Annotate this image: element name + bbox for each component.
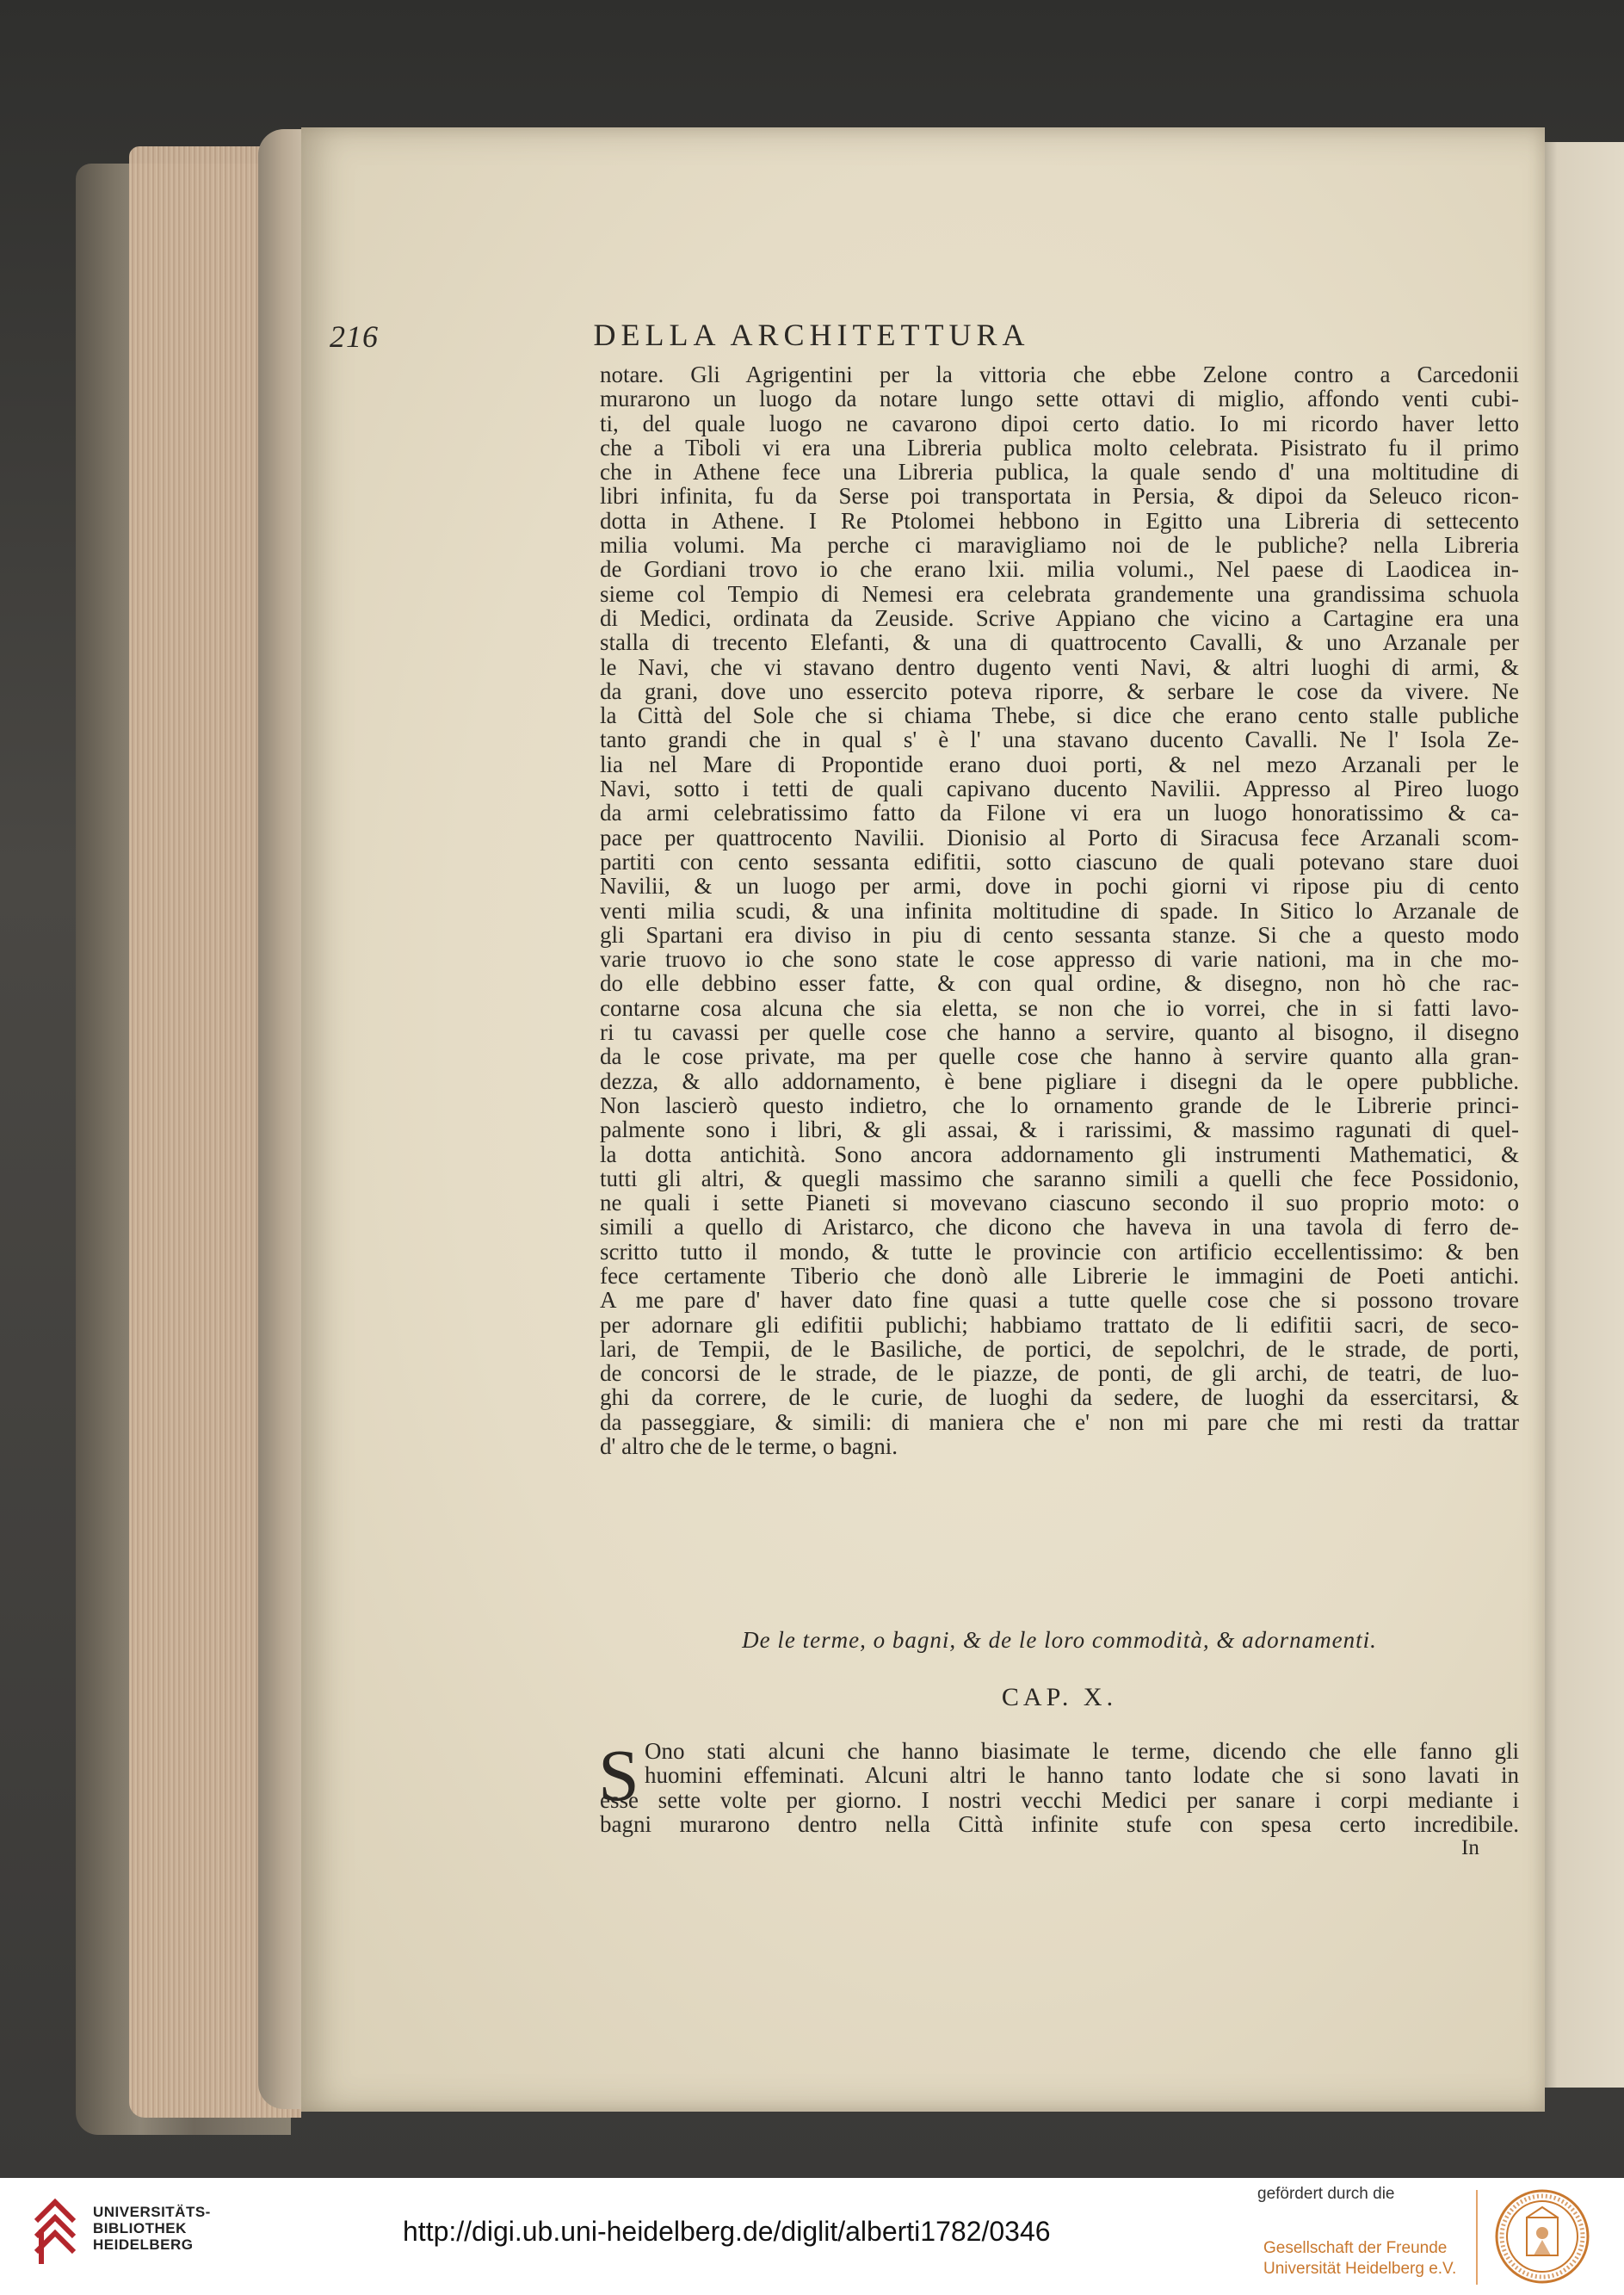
library-name-line: HEIDELBERG — [93, 2236, 194, 2253]
running-head — [330, 317, 1294, 360]
text-line: Navilii, & un luogo per armi, dove in pochi giorni vi ripose piu di cento — [600, 873, 1519, 900]
section-subheading: De le terme, o bagni, & de le loro commodità, & adornamenti. — [742, 1627, 1377, 1653]
text-line: che a Tiboli vi era una Libreria publica molto celebrata. Pisistrato fu il primo — [600, 434, 1519, 461]
library-name-line: BIBLIOTHEK — [93, 2220, 187, 2236]
text-line: murarono un luogo da notare lungo sette ottavi di miglio, affondo venti cubi- — [600, 386, 1519, 412]
text-line: de Gordiani trovo io che erano lxii. milia volumi., Nel paese di Laodicea in- — [600, 556, 1519, 583]
text-line: tanto grandi che in qual s' è l' una stavano ducento Cavalli. Ne l' Isola Ze- — [600, 727, 1519, 753]
chapter-line: esse sette volte per giorno. I nostri vecchi Medici per sanare i corpi mediante i — [600, 1786, 1519, 1813]
text-line: da armi celebratissimo fatto da Filone vi era un luogo honoratissimo & ca- — [600, 800, 1519, 826]
text-line: libri infinita, fu da Serse poi transportata in Persia, & dipoi da Seleuco ricon- — [600, 483, 1519, 510]
text-line: Non lascierò questo indietro, che lo ornamento grande de le Librerie princi- — [600, 1092, 1519, 1118]
text-line: che in Athene fece una Libreria publica, la quale sendo d' una moltitudine di — [600, 459, 1519, 486]
library-logo-icon — [29, 2195, 86, 2269]
text-line: scritto tutto il mondo, & tutte le provincie con artificio eccellentissimo: & ben — [600, 1238, 1519, 1265]
text-line: d' altro che de le terme, o bagni. — [600, 1433, 898, 1460]
body-text — [600, 362, 1519, 1458]
text-line: sieme col Tempio di Nemesi era celebrata grandemente una grandissima schuola — [600, 580, 1519, 607]
text-line: la Città del Sole che si chiama Thebe, si dice che erano cento stalle publiche — [600, 702, 1519, 729]
library-name — [93, 2204, 211, 2253]
text-line: le Navi, che vi stavano dentro dugento venti Navi, & altri luoghi di armi, & — [600, 653, 1519, 680]
chapter-heading: CAP. X. — [1001, 1683, 1118, 1711]
chapter-line: huomini effeminati. Alcuni altri le hanno tanto lodate che si sono lavati in — [645, 1762, 1519, 1789]
text-line: A me pare d' haver dato fine quasi a tutte quelle cose che si possono trovare — [600, 1287, 1519, 1314]
text-line: contarne cosa alcuna che sia eletta, se non che io vorrei, che in si fatti lavo- — [600, 994, 1519, 1021]
text-line: fece certamente Tiberio che donò alle Librerie le immagini de Poeti antichi. — [600, 1262, 1519, 1289]
text-line: simili a quello di Aristarco, che dicono che haveva in una tavola di ferro de- — [600, 1214, 1519, 1240]
text-line: gli Spartani era diviso in piu di cento sessanta stanze. Si che a questo modo — [600, 921, 1519, 948]
catchword: In — [1461, 1836, 1479, 1859]
running-title: DELLA ARCHITETTURA — [593, 318, 1030, 352]
text-line: do elle debbino esser fatte, & con qual ordine, & disegno, non hò che rac- — [600, 970, 1519, 997]
text-line: notare. Gli Agrigentini per la vittoria che ebbe Zelone contro a Carcedonii — [600, 362, 1519, 387]
text-line: varie truovo io che sono state le cose appresso di varie nationi, ma in che mo- — [600, 946, 1519, 973]
text-line: partiti con cento sessanta edifitii, sotto ciascuno de quali potevano stare duoi — [600, 848, 1519, 875]
text-line: da le cose private, ma per quelle cose che hanno à servire quanto alla gran- — [600, 1043, 1519, 1070]
chapter-line: bagni murarono dentro nella Città infinite stufe con spesa certo incredibile. — [600, 1810, 1519, 1837]
text-line: palmente sono i libri, & gli assai, & i rarissimi, & massimo ragunati di quel- — [600, 1117, 1519, 1143]
text-line: lia nel Mare di Propontide erano duoi porti, & nel mezo Arzanali per le — [600, 751, 1519, 777]
permalink-url[interactable]: http://digi.ub.uni-heidelberg.de/diglit/alberti1782/0346 — [403, 2216, 1051, 2247]
text-line: di Medici, ordinata da Zeuside. Scrive Appiano che vicino a Cartagine era una — [600, 604, 1519, 631]
footer-bar — [0, 2178, 1624, 2295]
text-line: ne quali i sette Pianeti si movevano ciascuno secondo il suo proprio moto: o — [600, 1190, 1519, 1216]
page-number: 216 — [330, 319, 379, 354]
text-line: ghi da correre, de le curie, de luoghi da sedere, de luoghi da essercitarsi, & — [600, 1384, 1519, 1411]
text-line: ti, del quale luogo ne cavarono dipoi certo datio. Io mi ricordo haver letto — [600, 410, 1519, 436]
text-line: stalla di trecento Elefanti, & una di quattrocento Cavalli, & uno Arzanale per — [600, 629, 1519, 656]
text-line: per adornare gli edifitii publichi; habbiamo trattato de li edifitii sacri, de seco- — [600, 1311, 1519, 1338]
sponsor-line: Universität Heidelberg e.V. — [1263, 2260, 1457, 2278]
chapter-line: Ono stati alcuni che hanno biasimate le terme, dicendo che elle fanno gli — [645, 1738, 1519, 1764]
sponsor-line: Gesellschaft der Freunde — [1263, 2239, 1448, 2257]
text-line: de concorsi de le strade, de le piazze, de ponti, de gli archi, de teatri, de luo- — [600, 1360, 1519, 1387]
text-line: venti milia scudi, & una infinita moltitudine di spade. In Sitico lo Arzanale de — [600, 897, 1519, 924]
text-line: dezza, & allo addornamento, è bene pigliare i disegni da le opere pubbliche. — [600, 1067, 1519, 1094]
text-line: pace per quattrocento Navilii. Dionisio al Porto di Siracusa fece Arzanali scom- — [600, 824, 1519, 851]
text-line: tutti gli altri, & quegli massimo che saranno simili a quelli che fece Possidonio, — [600, 1165, 1519, 1191]
text-line: la dotta antichità. Sono ancora addornamento gli instrumenti Mathematici, & — [600, 1141, 1519, 1167]
university-seal-icon — [1494, 2188, 1590, 2285]
facing-page-edge — [1541, 142, 1624, 2088]
sponsor-name[interactable] — [1263, 2238, 1456, 2280]
text-line: da passeggiare, & simili: di maniera che e' non mi pare che mi resti da trattar — [600, 1408, 1519, 1435]
text-line: lari, de Tempii, de le Basiliche, de portici, de sepolchri, de le strade, de porti, — [600, 1335, 1519, 1362]
text-line: Navi, sotto i tetti de quali capivano ducento Navilii. Appresso al Pireo luogo — [600, 776, 1519, 802]
chapter-text — [598, 1734, 1519, 1837]
funded-by-label: gefördert durch die — [1257, 2185, 1395, 2203]
library-name-line: UNIVERSITÄTS- — [93, 2204, 211, 2220]
text-line: dotta in Athene. I Re Ptolomei hebbono in Egitto una Libreria di settecento — [600, 507, 1519, 534]
text-line: milia volumi. Ma perche ci maravigliamo noi de le publiche? nella Libreria — [600, 532, 1519, 559]
footer-divider — [1476, 2190, 1478, 2285]
text-line: da grani, dove uno essercito poteva riporre, & serbare le cose da vivere. Ne — [600, 677, 1519, 704]
drop-cap: S — [598, 1734, 639, 1816]
text-line: ri tu cavassi per quelle cose che hanno a servire, quanto al bisogno, il disegno — [600, 1019, 1519, 1046]
